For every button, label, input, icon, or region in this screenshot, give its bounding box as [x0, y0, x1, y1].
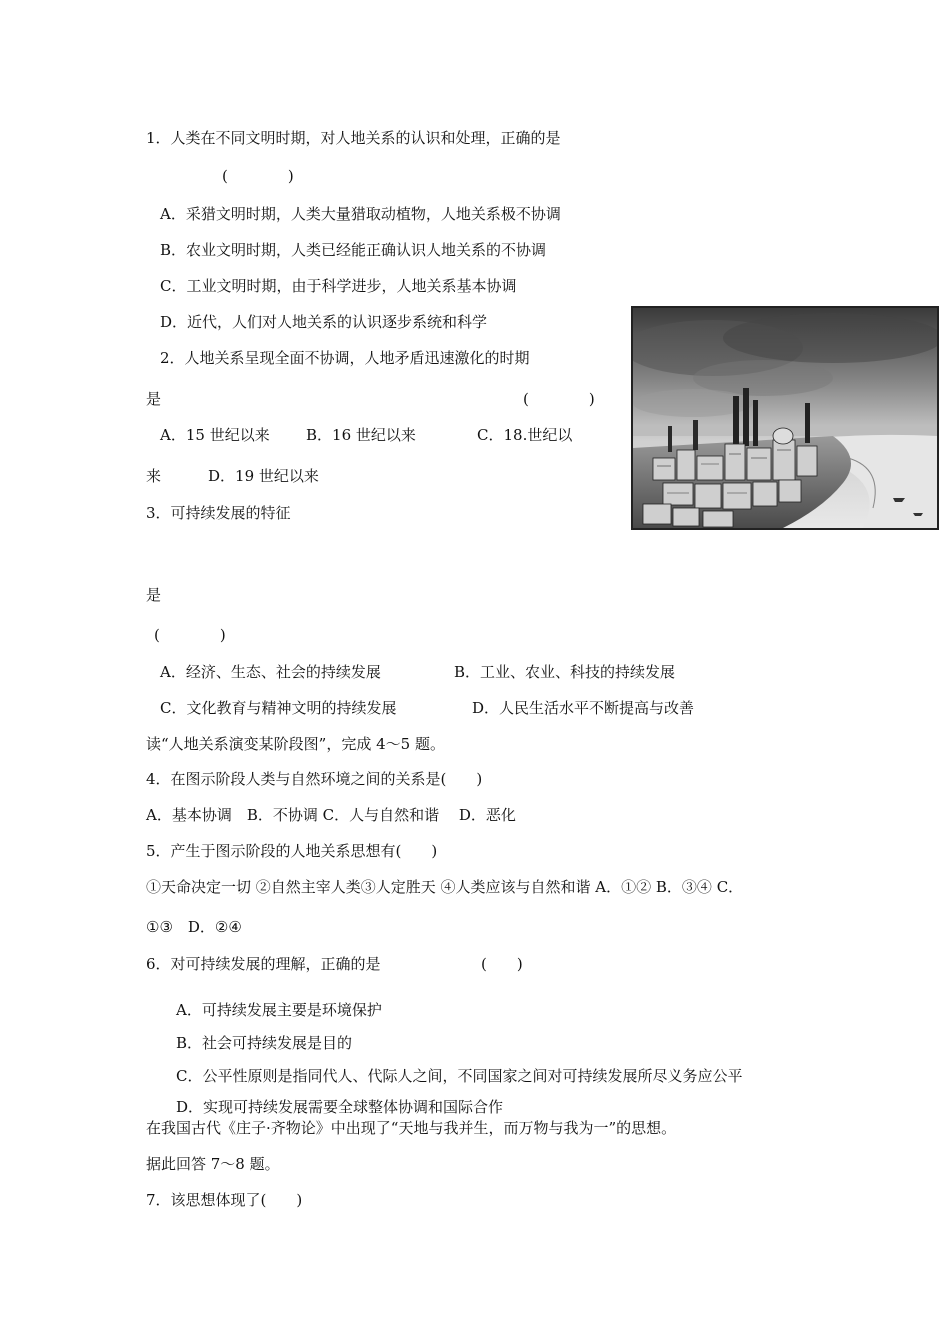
- q5-options-line1: ①天命决定一切 ②自然主宰人类③人定胜天 ④人类应该与自然和谐 A．①② B．③④ C．: [146, 878, 744, 896]
- q2-stem-end: 是: [146, 390, 162, 408]
- q2-option-c-end: 来: [146, 467, 162, 485]
- q5-options-line2: ①③ D．②④: [146, 918, 242, 936]
- q4-options: A．基本协调 B．不协调 C．人与自然和谐 D．恶化: [146, 806, 516, 824]
- q5-stem: 5．产生于图示阶段的人地关系思想有( ): [146, 842, 438, 860]
- q2-option-d: D．19 世纪以来: [208, 467, 319, 485]
- q6-stem: 6．对可持续发展的理解，正确的是: [146, 955, 381, 973]
- q1-stem: 1．人类在不同文明时期，对人地关系的认识和处理，正确的是: [146, 129, 561, 147]
- industrial-city-icon: [633, 308, 937, 528]
- q1-option-a: A．采猎文明时期，人类大量猎取动植物，人地关系极不协调: [160, 205, 561, 223]
- q6-option-a: A．可持续发展主要是环境保护: [176, 1001, 382, 1019]
- q3-answer-bracket: ( ): [154, 626, 226, 644]
- q7-stem: 7．该思想体现了( ): [146, 1191, 303, 1209]
- q1-option-b: B．农业文明时期，人类已经能正确认识人地关系的不协调: [160, 241, 547, 259]
- q4-stem: 4．在图示阶段人类与自然环境之间的关系是( ): [146, 770, 483, 788]
- q6-option-b: B．社会可持续发展是目的: [176, 1034, 353, 1052]
- q1-answer-bracket: ( ): [222, 167, 294, 185]
- q3-option-b: B．工业、农业、科技的持续发展: [454, 663, 676, 681]
- q2-stem: 2．人地关系呈现全面不协调，人地矛盾迅速激化的时期: [160, 349, 530, 367]
- q1-option-c: C．工业文明时期，由于科学进步，人地关系基本协调: [160, 277, 517, 295]
- q2-option-b: B．16 世纪以来: [306, 426, 416, 444]
- q3-option-a: A．经济、生态、社会的持续发展: [160, 663, 381, 681]
- q2-option-c: C．18.世纪以: [477, 426, 573, 444]
- q6-option-d: D．实现可持续发展需要全球整体协调和国际合作: [176, 1098, 504, 1116]
- q3-stem-end: 是: [146, 586, 162, 604]
- q3-option-d: D．人民生活水平不断提高与改善: [472, 699, 695, 717]
- q3-option-c: C．文化教育与精神文明的持续发展: [160, 699, 397, 717]
- q1-option-d: D．近代，人们对人地关系的认识逐步系统和科学: [160, 313, 488, 331]
- q6-answer-bracket: ( ): [481, 955, 523, 973]
- q3-stem: 3．可持续发展的特征: [146, 504, 291, 522]
- q2-answer-bracket: ( ): [523, 390, 595, 408]
- intro-q7-8: 在我国古代《庄子·齐物论》中出现了“天地与我并生，而万物与我为一”的思想。: [146, 1119, 677, 1137]
- q6-option-c: C．公平性原则是指同代人、代际人之间，不同国家之间对可持续发展所尽义务应公平: [176, 1067, 743, 1085]
- instruction-q4-5: 读“人地关系演变某阶段图”，完成 4～5 题。: [146, 735, 445, 753]
- q2-option-a: A．15 世纪以来: [160, 426, 270, 444]
- industrial-city-illustration: [631, 306, 939, 530]
- instruction-q7-8: 据此回答 7～8 题。: [146, 1155, 280, 1173]
